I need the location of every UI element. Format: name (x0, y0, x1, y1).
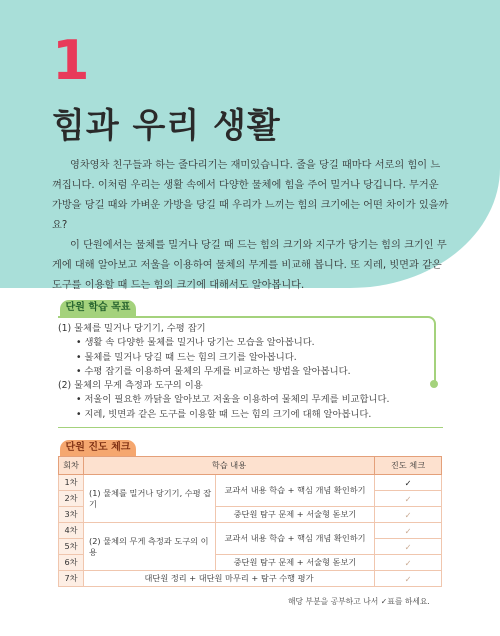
content-column-header: 학습 내용 (84, 457, 375, 475)
goal-bullet: • 지레, 빗면과 같은 도구를 이용할 때 드는 힘의 크기에 대해 알아봅니다. (76, 408, 372, 420)
goal-heading: (2) 물체의 무게 측정과 도구의 이용 (58, 380, 203, 392)
study-content-cell: 중단원 탐구 문제 + 서술형 돋보기 (216, 507, 375, 523)
topic-cell: (2) 물체의 무게 측정과 도구의 이용 (84, 523, 216, 571)
goal-heading: (1) 물체를 밀거나 당기기, 수평 잡기 (58, 323, 206, 334)
session-cell: 2차 (59, 491, 84, 507)
check-mark-cell[interactable]: ✓ (375, 539, 442, 555)
check-mark-cell[interactable]: ✓ (375, 475, 442, 491)
divider (58, 316, 428, 318)
check-column-header: 진도 체크 (375, 457, 442, 475)
session-cell: 4차 (59, 523, 84, 539)
session-cell: 1차 (59, 475, 84, 491)
table-row (59, 571, 442, 587)
divider (430, 380, 438, 388)
chapter-number: 1 (52, 29, 90, 92)
chapter-title: 힘과 우리 생활 (52, 106, 281, 146)
study-content-cell: 교과서 내용 학습 + 핵심 개념 확인하기 (216, 475, 375, 507)
check-mark-cell[interactable]: ✓ (375, 555, 442, 571)
study-content-cell: 교과서 내용 학습 + 핵심 개념 확인하기 (216, 523, 375, 555)
session-cell: 6차 (59, 555, 84, 571)
session-column-header: 회차 (59, 457, 84, 475)
learning-goals (58, 322, 428, 422)
check-mark-cell[interactable]: ✓ (375, 507, 442, 523)
goals-tab-label: 단원 학습 목표 (60, 300, 136, 316)
topic-cell: (1) 물체를 밀거나 당기기, 수평 잡기 (84, 475, 216, 523)
chapter-introduction (52, 156, 450, 296)
divider (58, 427, 443, 428)
table-row (59, 523, 442, 539)
session-cell: 5차 (59, 539, 84, 555)
progress-check-table (58, 456, 442, 587)
study-content-cell: 대단원 정리 + 대단원 마무리 + 탐구 수행 평가 (84, 571, 375, 587)
goal-bullet: • 수평 잡기를 이용하여 물체의 무게를 비교하는 방법을 알아봅니다. (76, 365, 351, 377)
goal-bullet: • 물체를 밀거나 당길 때 드는 힘의 크기를 알아봅니다. (76, 351, 297, 363)
check-mark-cell[interactable]: ✓ (375, 571, 442, 587)
table-row (59, 475, 442, 491)
check-mark-cell[interactable]: ✓ (375, 523, 442, 539)
check-instruction-note: 해당 부분을 공부하고 나서 ✓표를 하세요. (288, 597, 430, 606)
check-mark-cell[interactable]: ✓ (375, 491, 442, 507)
session-cell: 3차 (59, 507, 84, 523)
study-content-cell: 중단원 탐구 문제 + 서술형 돋보기 (216, 555, 375, 571)
goal-bullet: • 생활 속 다양한 물체를 밀거나 당기는 모습을 알아봅니다. (76, 337, 315, 349)
intro-paragraph: 이 단원에서는 물체를 밀거나 당길 때 드는 힘의 크기와 지구가 당기는 힘의 크기인 무게에 대해 알아보고 저울을 이용하여 물체의 무게를 비교해 봅니다. 또 지레, 빗면과 같은 도구를 이용할 때 드는 힘의 크기에 대해서도 알아봅니다. (52, 240, 447, 291)
session-cell: 7차 (59, 571, 84, 587)
table-header-row (59, 457, 442, 475)
goal-bullet: • 저울이 필요한 까닭을 알아보고 저울을 이용하여 물체의 무게를 비교합니다. (76, 394, 390, 406)
intro-paragraph: 영차영차 친구들과 하는 줄다리기는 재미있습니다. 줄을 당길 때마다 서로의 힘이 느껴집니다. 이처럼 우리는 생활 속에서 다양한 물체에 힘을 주어 밀거나 당깁니다. 무거운 가방을 당길 때와 가벼운 가방을 당길 때 우리가 느끼는 힘의 크기에는 어떤 차이가 있을까요? (52, 160, 449, 231)
progress-check-tab-label: 단원 진도 체크 (60, 440, 136, 456)
